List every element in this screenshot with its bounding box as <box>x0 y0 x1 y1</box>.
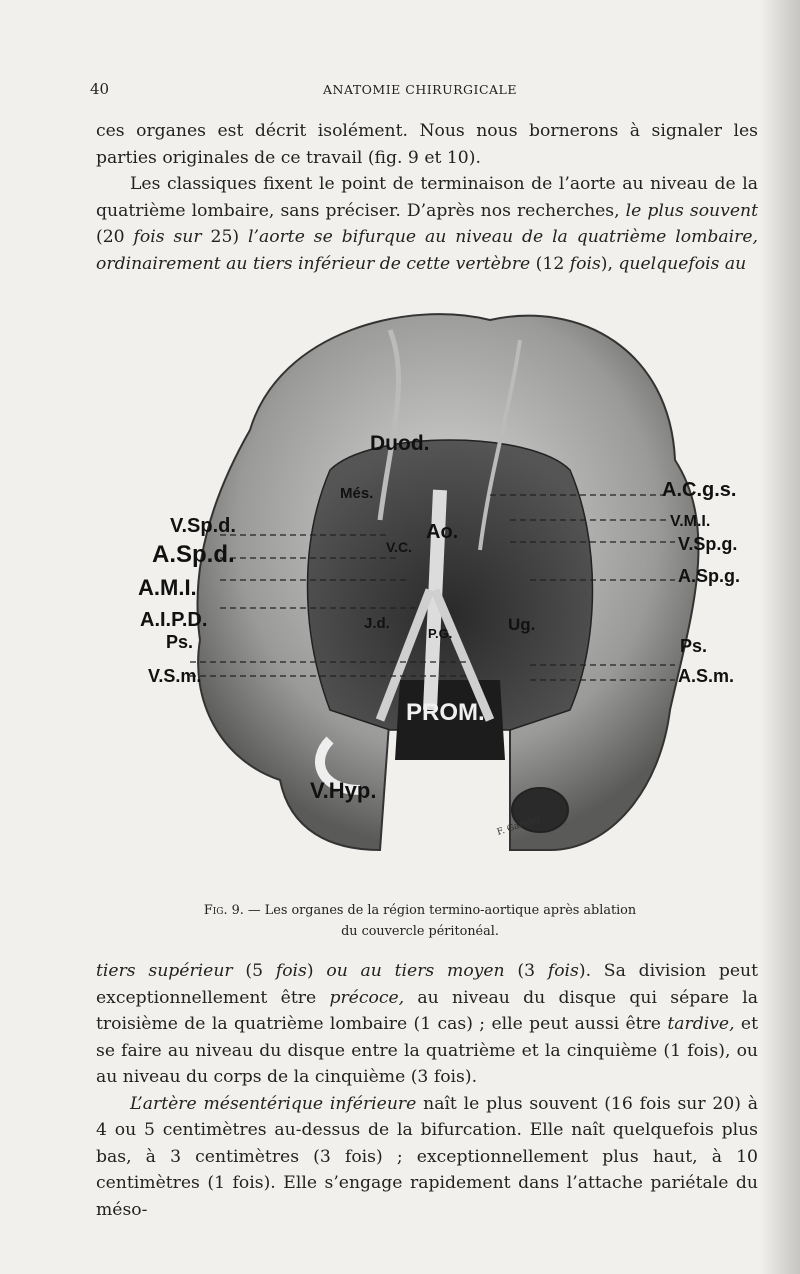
italic-run: L’artère mésentérique inférieure <box>130 1093 417 1114</box>
text-run: (12 <box>530 253 570 274</box>
caption-line-1: — Les organes de la région termino-aortique après ablation <box>243 903 637 918</box>
paragraph-1: ces organes est décrit isolément. Nous nous bornerons à signaler les parties originales de ce travail (fig. 9 et 10). <box>96 121 758 168</box>
caption-fig-label: Fig. 9. <box>203 903 244 918</box>
text-run: ), <box>600 253 619 274</box>
italic-run: tiers supérieur <box>96 961 233 981</box>
italic-run: fois <box>275 961 307 981</box>
label-jd: J.d. <box>364 615 390 632</box>
caption-line-2: du couvercle péritonéal. <box>341 924 499 939</box>
text-run: Les classiques fixent le point de terminaison de l’aorte au niveau de la quatrième lombaire, sans préciser. D’après nos recherches, <box>96 174 758 221</box>
text-run: (3 <box>504 961 548 981</box>
text-run: au niveau du disque qui sépare la troisième de la quatrième lombaire (1 cas) ; elle peut aussi être <box>96 987 758 1034</box>
label-vc: V.C. <box>386 539 412 555</box>
label-ps-left: Ps. <box>166 632 194 652</box>
italic-run: fois sur <box>133 227 202 247</box>
text-run: et se faire au niveau du disque entre la quatrième et la cinquième (1 fois), ou au niveau du corps de la cinquième (3 fois). <box>96 1014 759 1087</box>
page-header <box>90 80 750 104</box>
italic-run: précoce, <box>329 987 405 1008</box>
label-vsm: V.S.m. <box>148 666 202 686</box>
label-vspd: V.Sp.d. <box>170 515 236 537</box>
italic-run: quelquefois au <box>618 253 747 274</box>
label-aspd: A.Sp.d. <box>152 541 235 568</box>
page-number: 40 <box>90 80 110 98</box>
label-aspg: A.Sp.g. <box>678 566 740 586</box>
italic-run: le plus souvent <box>625 200 758 221</box>
label-prom: PROM. <box>406 699 485 726</box>
label-ps-right: Ps. <box>680 636 708 656</box>
label-vmi: V.M.I. <box>670 513 711 530</box>
italic-run: tardive, <box>667 1014 735 1034</box>
label-mes: Més. <box>340 485 374 502</box>
label-asm: A.S.m. <box>678 666 735 686</box>
label-vhyp: V.Hyp. <box>310 778 377 803</box>
italic-run: fois <box>569 253 601 274</box>
label-ao: Ao. <box>426 521 459 543</box>
label-acgs: A.C.g.s. <box>662 479 737 501</box>
bottom-text-block <box>96 958 758 1223</box>
label-aipd: A.I.P.D. <box>140 609 208 631</box>
italic-run: fois <box>547 961 579 981</box>
label-ug: Ug. <box>508 615 536 634</box>
anatomical-figure <box>130 290 770 880</box>
italic-run: l’aorte se bifurque au niveau de la quatrième lombaire, ordinairement au tiers inférieur de cette vertèbre <box>96 227 758 274</box>
figure-illustration <box>130 290 770 880</box>
italic-run: ou au tiers moyen <box>326 961 505 981</box>
top-text-block <box>96 118 758 277</box>
paragraph-2 <box>96 171 758 277</box>
artist-signature: F. Garnier <box>495 814 543 838</box>
paragraph-3 <box>96 958 758 1091</box>
text-run: naît le plus souvent (16 fois sur 20) à 4 ou 5 centimètres au-dessus de la bifurcation. Elle naît quelquefois plus bas, à 3 centimètres (3 fois) ; exceptionnellement plus haut, à 10 centimètres (1 fois). Elle s’engage rapidement dans l’attache pariétale du méso- <box>96 1093 758 1220</box>
label-duod: Duod. <box>370 432 430 455</box>
running-title: ANATOMIE CHIRURGICALE <box>323 82 517 97</box>
text-run: ). Sa division peut exceptionnellement être <box>96 961 758 1008</box>
text-run: 25) <box>201 227 249 247</box>
paragraph-4 <box>96 1091 758 1224</box>
text-run: (5 <box>232 961 276 981</box>
figure-caption <box>120 900 720 942</box>
text-run: (20 <box>96 227 134 247</box>
label-ami: A.M.I. <box>138 575 197 600</box>
text-run: ) <box>306 961 327 981</box>
label-vspg: V.Sp.g. <box>678 534 738 554</box>
label-pg: P.G. <box>428 626 453 641</box>
